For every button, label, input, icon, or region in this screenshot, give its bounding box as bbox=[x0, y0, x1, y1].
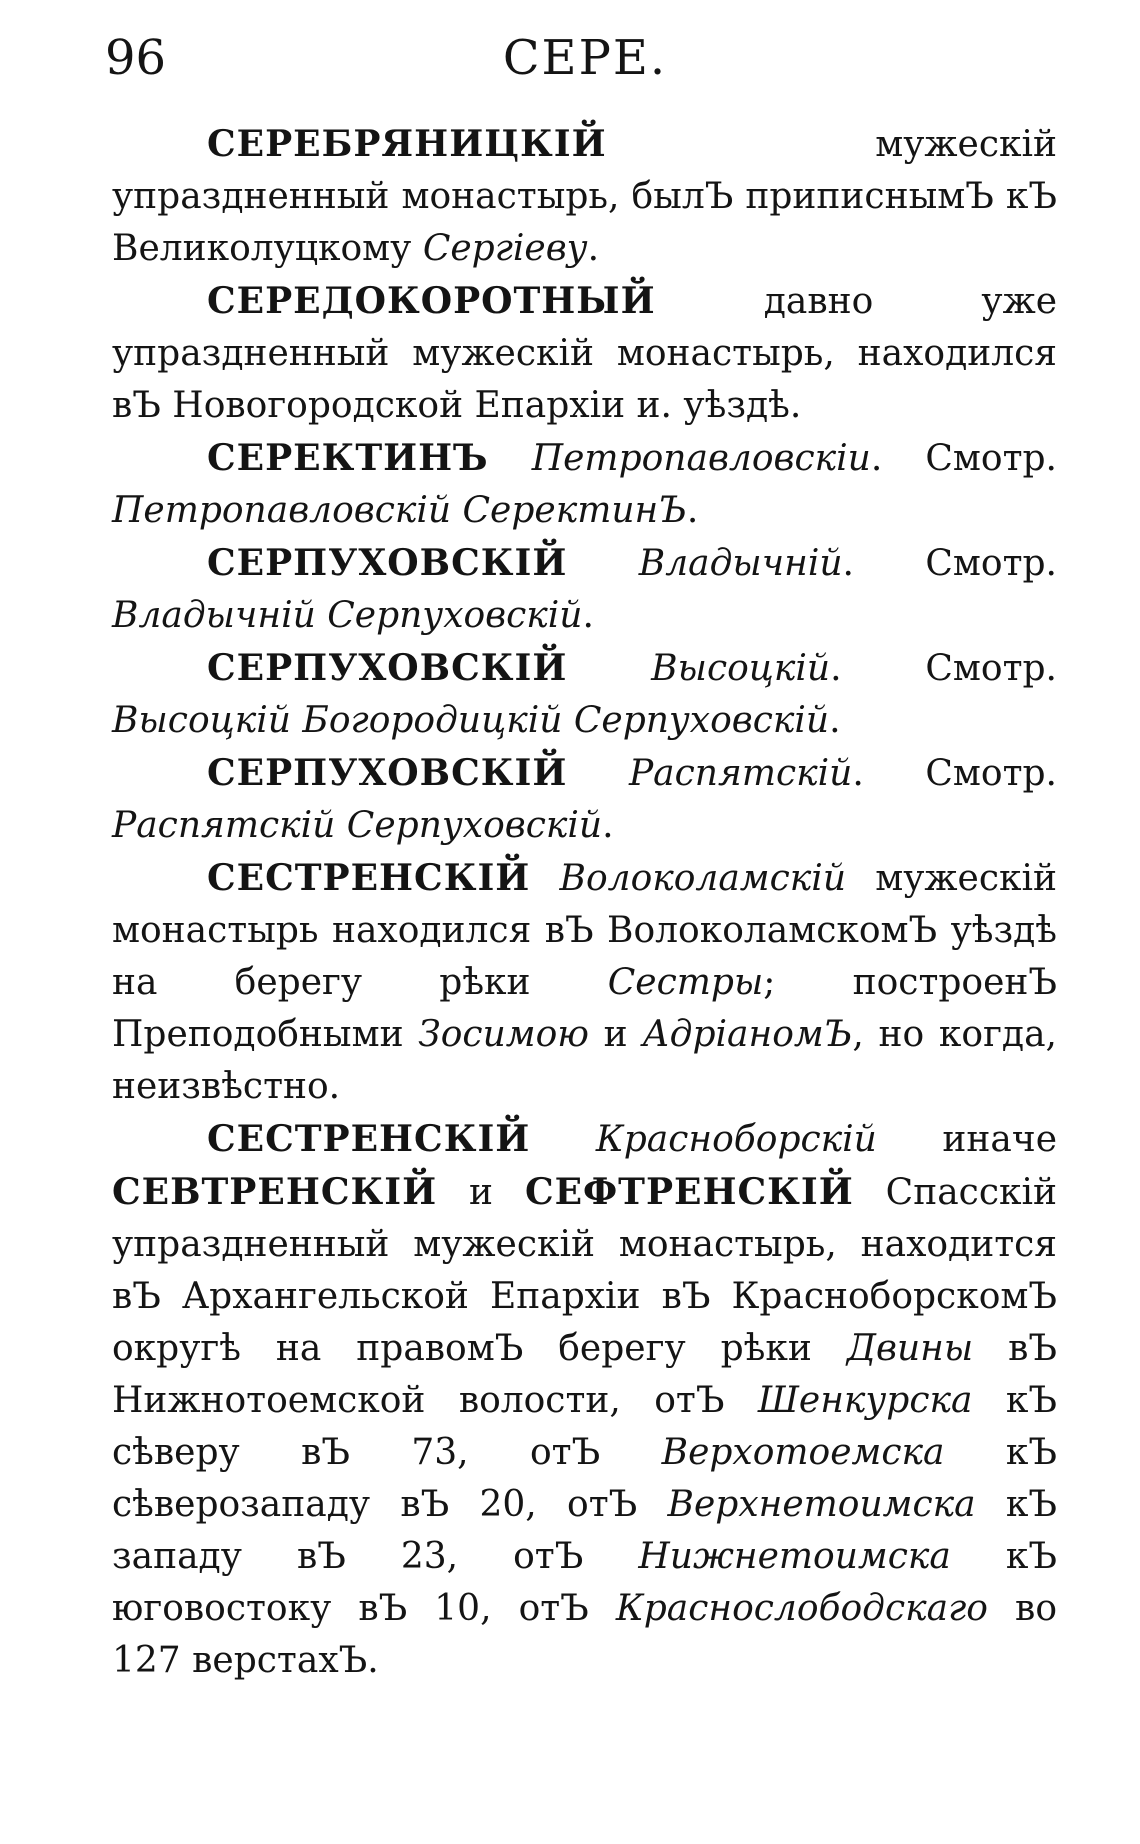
entry-text: кЪ юговостоку вЪ 10, отЪ bbox=[112, 1536, 1057, 1629]
entry-text bbox=[530, 858, 559, 899]
entry-italic-term: Петропавловскіи bbox=[531, 438, 871, 479]
dictionary-entry bbox=[112, 432, 1057, 537]
entry-text: кЪ западу вЪ 23, отЪ bbox=[112, 1484, 1057, 1577]
dictionary-entry bbox=[112, 747, 1057, 852]
entry-headword: СЕРЕБРЯНИЦКІЙ bbox=[207, 123, 607, 165]
entry-italic-term: АдріаномЪ bbox=[642, 1014, 853, 1055]
entry-headword: СЕВТРЕНСКІЙ bbox=[112, 1171, 438, 1213]
entry-italic-term: Красноборскій bbox=[595, 1119, 877, 1160]
entry-italic-term: Нижнетоимска bbox=[638, 1536, 951, 1577]
dictionary-body bbox=[112, 118, 1057, 1687]
entry-italic-term: Верхнетоимска bbox=[667, 1484, 976, 1525]
entry-italic-term: Петропавловскій СеректинЪ bbox=[112, 490, 687, 531]
entry-italic-term: Зосимою bbox=[418, 1014, 589, 1055]
entry-headword: СЕРПУХОВСКІЙ bbox=[207, 752, 568, 794]
dictionary-entry bbox=[112, 642, 1057, 747]
dictionary-entry bbox=[112, 118, 1057, 275]
entry-headword: СЕФТРЕНСКІЙ bbox=[524, 1171, 854, 1213]
entry-italic-term: Шенкурска bbox=[757, 1380, 973, 1421]
entry-text bbox=[567, 753, 629, 794]
entry-text: . bbox=[686, 490, 699, 531]
entry-text: ; построенЪ Преподобными bbox=[112, 962, 1058, 1055]
entry-italic-term: Владычній Серпуховскій bbox=[112, 595, 583, 636]
entry-italic-term: Высоцкій bbox=[651, 648, 831, 689]
entry-text: . bbox=[829, 700, 841, 741]
entry-headword: СЕСТРЕНСКІЙ bbox=[207, 857, 531, 899]
page-number: 96 bbox=[105, 30, 167, 86]
entry-text: иначе bbox=[876, 1119, 1057, 1160]
dictionary-entry bbox=[112, 1113, 1057, 1687]
entry-text: . Смотр. bbox=[870, 438, 1057, 479]
entry-italic-term: Высоцкій Богородицкій Серпуховскій bbox=[112, 700, 830, 741]
entry-text: . Смотр. bbox=[842, 543, 1057, 584]
entry-text: , но когда, неизвѣстно. bbox=[112, 1014, 1057, 1107]
entry-italic-term: Волоколамскій bbox=[559, 858, 847, 899]
entry-italic-term: Распятскій bbox=[628, 753, 853, 794]
dictionary-entry bbox=[112, 537, 1057, 642]
dictionary-entry bbox=[112, 852, 1057, 1113]
entry-headword: СЕРЕКТИНЪ bbox=[207, 437, 489, 479]
entry-text: давно уже упраздненный мужескій монастырь, находился вЪ Новогородской Епархіи и. уѣздѣ. bbox=[112, 281, 1057, 426]
entry-italic-term: Владычній bbox=[638, 543, 843, 584]
entry-headword: СЕРЕДОКОРОТНЫЙ bbox=[207, 280, 656, 322]
entry-text bbox=[530, 1119, 596, 1160]
entry-headword: СЕРПУХОВСКІЙ bbox=[207, 542, 568, 584]
page-header bbox=[105, 20, 1065, 90]
entry-text: вЪ Нижнотоемской волости, отЪ bbox=[112, 1328, 1058, 1421]
entry-italic-term: Сестры bbox=[607, 962, 764, 1003]
entry-italic-term: Верхотоемска bbox=[661, 1432, 945, 1473]
entry-text: кЪ сѣверу вЪ 73, отЪ bbox=[112, 1380, 1057, 1473]
entry-headword: СЕСТРЕНСКІЙ bbox=[207, 1118, 531, 1160]
entry-text: . bbox=[582, 595, 594, 636]
running-head: СЕРЕ. bbox=[502, 30, 668, 86]
entry-headword: СЕРПУХОВСКІЙ bbox=[207, 647, 568, 689]
entry-text: Спасскій упраздненный мужескій монастырь, находится вЪ Архангельской Епархіи вЪ КрасноборскомЪ округѣ на правомЪ берегу рѣки bbox=[112, 1172, 1058, 1369]
dictionary-entry bbox=[112, 275, 1057, 432]
entry-text: . Смотр. bbox=[852, 753, 1057, 794]
entry-italic-term: Краснослободскаго bbox=[615, 1588, 988, 1629]
entry-text bbox=[567, 543, 638, 584]
entry-text: кЪ сѣверозападу вЪ 20, отЪ bbox=[112, 1432, 1057, 1525]
entry-text: . bbox=[587, 228, 600, 269]
entry-italic-term: Распятскій Серпуховскій bbox=[112, 805, 603, 846]
entry-text: и bbox=[588, 1014, 643, 1055]
entry-text: мужескій упраздненный монастырь, былЪ приписнымЪ кЪ Великолуцкому bbox=[112, 124, 1057, 269]
entry-text bbox=[567, 648, 651, 689]
entry-text bbox=[489, 438, 532, 479]
entry-text: . bbox=[602, 805, 614, 846]
entry-italic-term: Двины bbox=[846, 1328, 974, 1369]
entry-text: и bbox=[437, 1172, 525, 1213]
entry-text: . Смотр. bbox=[830, 648, 1057, 689]
entry-text: во 127 верстахЪ. bbox=[112, 1588, 1057, 1681]
entry-italic-term: Сергіеву bbox=[422, 228, 588, 269]
entry-text: мужескій монастырь находился вЪ ВолоколамскомЪ уѣздѣ на берегу рѣки bbox=[112, 858, 1057, 1003]
